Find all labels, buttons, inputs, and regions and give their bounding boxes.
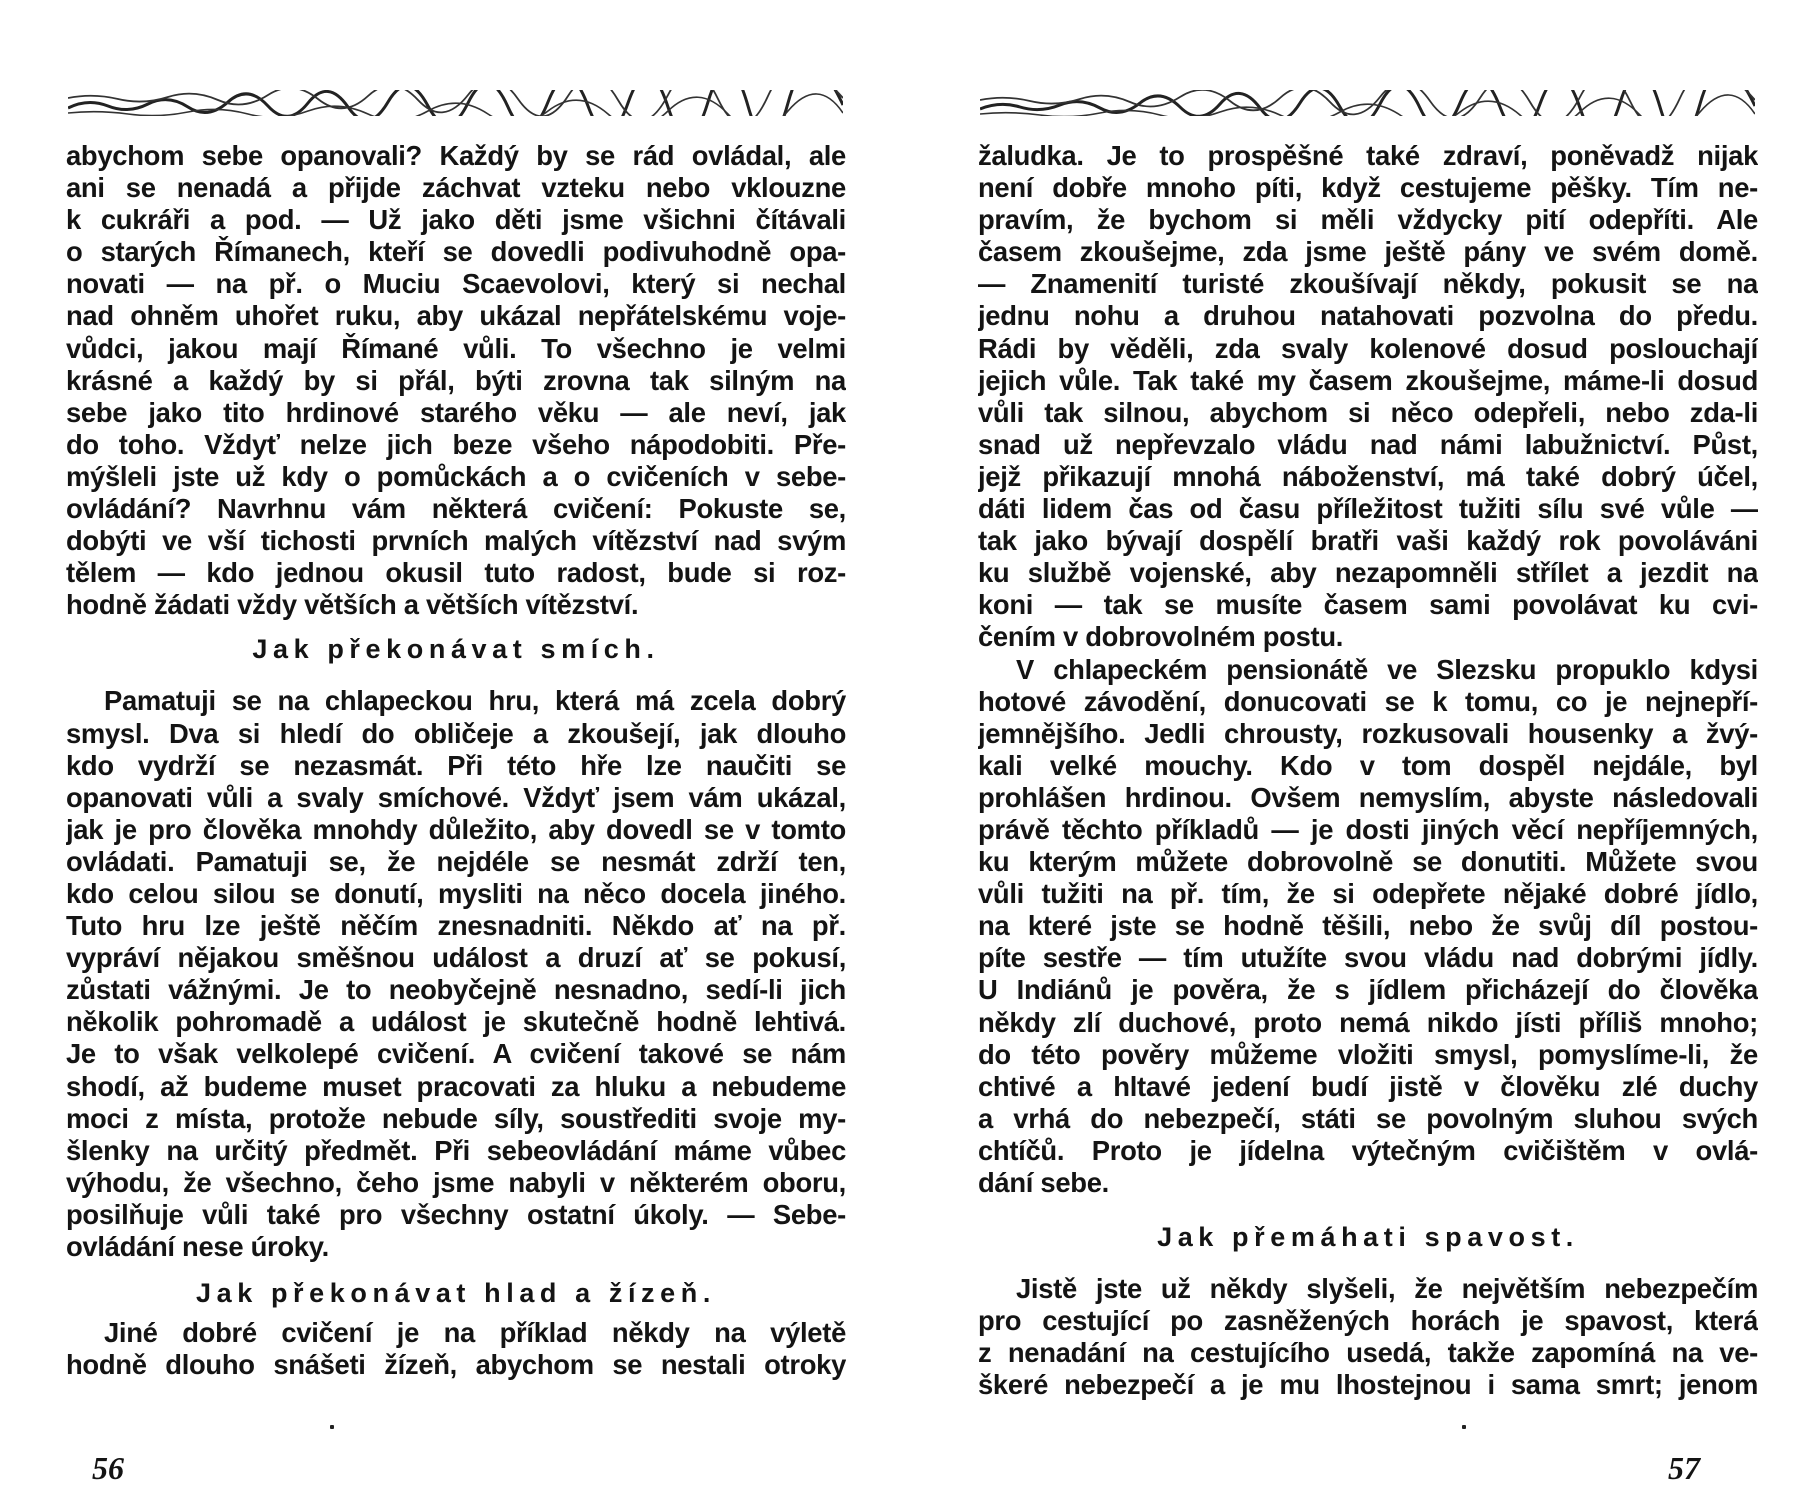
section-heading: Jak překonávat smích. xyxy=(252,634,660,665)
section-heading: Jak přemáhati spavost. xyxy=(1157,1222,1579,1253)
text-line: do této pověry můžeme vložiti smysl, pomyslíme-li, že xyxy=(978,1038,1758,1070)
text-line: — Znamenití turisté zkoušívají někdy, pokusit se na xyxy=(978,268,1758,300)
header-ornament xyxy=(68,90,843,116)
text-line: jemnějšího. Jedli chrousty, rozkusovali housenky a žvý- xyxy=(978,717,1758,749)
text-line: několik pohromadě a událost je skutečně hodně lehtivá. xyxy=(66,1006,846,1038)
text-line: pravím, že bychom si měli vždycky pití odepříti. Ale xyxy=(978,204,1758,236)
text-line: není dobře mnoho píti, když cestujeme pěšky. Tím ne- xyxy=(978,172,1758,204)
text-line: ani se nenadá a přijde záchvat vzteku nebo vklouzne xyxy=(66,172,846,204)
text-line: chtivé a hltavé jedení budí jistě v člověku zlé duchy xyxy=(978,1070,1758,1102)
text-line: právě těchto příkladů — je dosti jiných věcí nepříjemných, xyxy=(978,813,1758,845)
text-line: Rádi by věděli, zda svaly kolenové dosud poslouchají xyxy=(978,332,1758,364)
text-line: škeré nebezpečí a je mu lhostejnou i sama smrt; jenom xyxy=(978,1369,1758,1401)
text-line: zůstati vážnými. Je to neobyčejně nesnadno, sedí-li jich xyxy=(66,974,846,1006)
paragraph xyxy=(66,685,846,1263)
text-line: vůli tak silnou, abychom si něco odepřeli, nebo zda-li xyxy=(978,396,1758,428)
page-number: 56 xyxy=(92,1450,124,1486)
text-line: U Indiánů je pověra, že s jídlem přicházejí do člověka xyxy=(978,974,1758,1006)
text-line: krásné a každý by si přál, býti zrovna tak silným na xyxy=(66,364,846,396)
text-line: chtíčů. Proto je jídelna výtečným cvičištěm v ovlá- xyxy=(978,1134,1758,1166)
text-line: Pamatuji se na chlapeckou hru, která má zcela dobrý xyxy=(104,685,846,717)
text-line: nad ohněm uhořet ruku, aby ukázal nepřátelskému voje- xyxy=(66,300,846,332)
text-line: mýšleli jste už kdy o pomůckách a o cvičeních v sebe- xyxy=(66,460,846,492)
page-number: 57 xyxy=(1668,1450,1700,1486)
text-line: dání sebe. xyxy=(978,1167,1109,1198)
text-line: čením v dobrovolném postu. xyxy=(978,621,1344,653)
text-line: pro cestující po zasněžených horách je spavost, která xyxy=(978,1305,1758,1337)
center-mark xyxy=(330,1425,334,1429)
paragraph xyxy=(66,1317,846,1381)
text-line: dobýti ve vší tichosti prvních malých vítězství nad svým xyxy=(66,525,846,557)
text-line: V chlapeckém pensionátě ve Slezsku propuklo kdysi xyxy=(1016,653,1758,685)
text-line: žaludka. Je to prospěšné také zdraví, poněvadž nijak xyxy=(978,140,1758,171)
text-line: Tuto hru lze ještě něčím znesnadniti. Někdo ať na př. xyxy=(66,910,846,942)
text-line: dáti lidem čas od času příležitost tužiti sílu své vůle — xyxy=(978,493,1758,525)
text-line: ovládání nese úroky. xyxy=(66,1231,329,1262)
text-line: koni — tak se musíte časem sami povolávat ku cvi- xyxy=(978,589,1758,621)
text-line: ovládati. Pamatuji se, že nejdéle se nesmát zdrží ten, xyxy=(66,845,846,877)
text-line: do toho. Vždyť nelze jich beze všeho nápodobiti. Pře- xyxy=(66,428,846,460)
text-line: kali velké mouchy. Kdo v tom dospěl nejdále, byl xyxy=(978,749,1758,781)
text-line: opanovati vůli a svaly smíchové. Vždyť jsem vám ukázal, xyxy=(66,781,846,813)
paragraph xyxy=(978,140,1758,654)
text-line: hodně žádati vždy větších a větších vítězství. xyxy=(66,589,639,621)
text-line: hotové závodění, donucovati se k tomu, co je nejnepří- xyxy=(978,685,1758,717)
right-page-text xyxy=(978,140,1758,1401)
text-line: abychom sebe opanovali? Každý by se rád ovládal, ale xyxy=(66,140,846,171)
text-line: hodně dlouho snášeti žízeň, abychom se nestali otroky xyxy=(66,1349,846,1381)
paragraph xyxy=(66,140,846,621)
text-line: šlenky na určitý předmět. Při sebeovládání máme vůbec xyxy=(66,1134,846,1166)
text-line: ku službě vojenské, aby nezapomněli střílet a jezdit na xyxy=(978,557,1758,589)
text-line: jednu nohu a druhou natahovati pozvolna do předu. xyxy=(978,300,1758,332)
text-line: o starých Římanech, kteří se dovedli podivuhodně opa- xyxy=(66,236,846,268)
text-line: Jistě jste už někdy slyšeli, že největším nebezpečím xyxy=(1016,1273,1758,1305)
text-line: posilňuje vůli také pro všechny ostatní úkoly. — Sebe- xyxy=(66,1198,846,1230)
text-line: někdy zlí duchové, proto nemá nikdo jísti příliš mnoho; xyxy=(978,1006,1758,1038)
right-page xyxy=(900,0,1800,1500)
text-line: vůli tužiti na př. tím, že si odepřete nějaké dobré jídlo, xyxy=(978,878,1758,910)
text-line: a vrhá do nebezpečí, státi se povolným sluhou svých xyxy=(978,1102,1758,1134)
text-line: vypráví nějakou směšnou událost a druzí ať se pokusí, xyxy=(66,942,846,974)
paragraph xyxy=(978,1273,1758,1401)
text-line: tak jako bývají dospělí bratři vaši každý rok povoláváni xyxy=(978,525,1758,557)
text-line: z nenadání na cestujícího usedá, takže zapomíná na ve- xyxy=(978,1337,1758,1369)
text-line: prohlášen hrdinou. Ovšem nemyslím, abyste následovali xyxy=(978,781,1758,813)
text-line: jejich vůle. Tak také my časem zkoušejme, máme-li dosud xyxy=(978,364,1758,396)
text-line: novati — na př. o Muciu Scaevolovi, který si nechal xyxy=(66,268,846,300)
text-line: moci z místa, protože nebude síly, soustřediti svoje my- xyxy=(66,1102,846,1134)
text-line: smysl. Dva si hledí do obličeje a zkoušejí, jak dlouho xyxy=(66,717,846,749)
text-line: ku kterým můžete dobrovolně se donutiti. Můžete svou xyxy=(978,846,1758,878)
text-line: jak je pro člověka mnohdy důležito, aby dovedl se v tomto xyxy=(66,813,846,845)
text-line: tělem — kdo jednou okusil tuto radost, bude si roz- xyxy=(66,557,846,589)
text-line: Jiné dobré cvičení je na příklad někdy na výletě xyxy=(104,1317,846,1349)
text-line: píte sestře — tím utužíte svou vládu nad dobrými jídly. xyxy=(978,942,1758,974)
text-line: ovládání? Navrhnu vám některá cvičení: Pokuste se, xyxy=(66,493,846,525)
text-line: kdo vydrží se nezasmát. Při této hře lze naučiti se xyxy=(66,749,846,781)
text-line: výhodu, že všechno, čeho jsme nabyli v některém oboru, xyxy=(66,1166,846,1198)
text-line: jejž přikazují mnohá náboženství, má také dobrý účel, xyxy=(978,460,1758,492)
header-ornament xyxy=(980,90,1755,116)
text-line: sebe jako tito hrdinové starého věku — ale neví, jak xyxy=(66,396,846,428)
left-page-text xyxy=(66,140,846,1381)
text-line: Je to však velkolepé cvičení. A cvičení takové se nám xyxy=(66,1038,846,1070)
text-line: k cukráři a pod. — Už jako děti jsme všichni čítávali xyxy=(66,204,846,236)
text-line: kdo celou silou se donutí, mysliti na něco docela jiného. xyxy=(66,877,846,909)
text-line: na které jste se hodně těšili, nebo že svůj díl postou- xyxy=(978,910,1758,942)
center-mark xyxy=(1462,1425,1466,1429)
section-heading: Jak překonávat hlad a žízeň. xyxy=(196,1278,716,1309)
text-line: vůdci, jakou mají Římané vůli. To všechno je velmi xyxy=(66,332,846,364)
text-line: snad už nepřevzalo vládu nad námi labužnictví. Půst, xyxy=(978,428,1758,460)
paragraph xyxy=(978,654,1758,1200)
text-line: časem zkoušejme, zda jsme ještě pány ve svém domě. xyxy=(978,236,1758,268)
text-line: shodí, až budeme muset pracovati za hluku a nebudeme xyxy=(66,1070,846,1102)
